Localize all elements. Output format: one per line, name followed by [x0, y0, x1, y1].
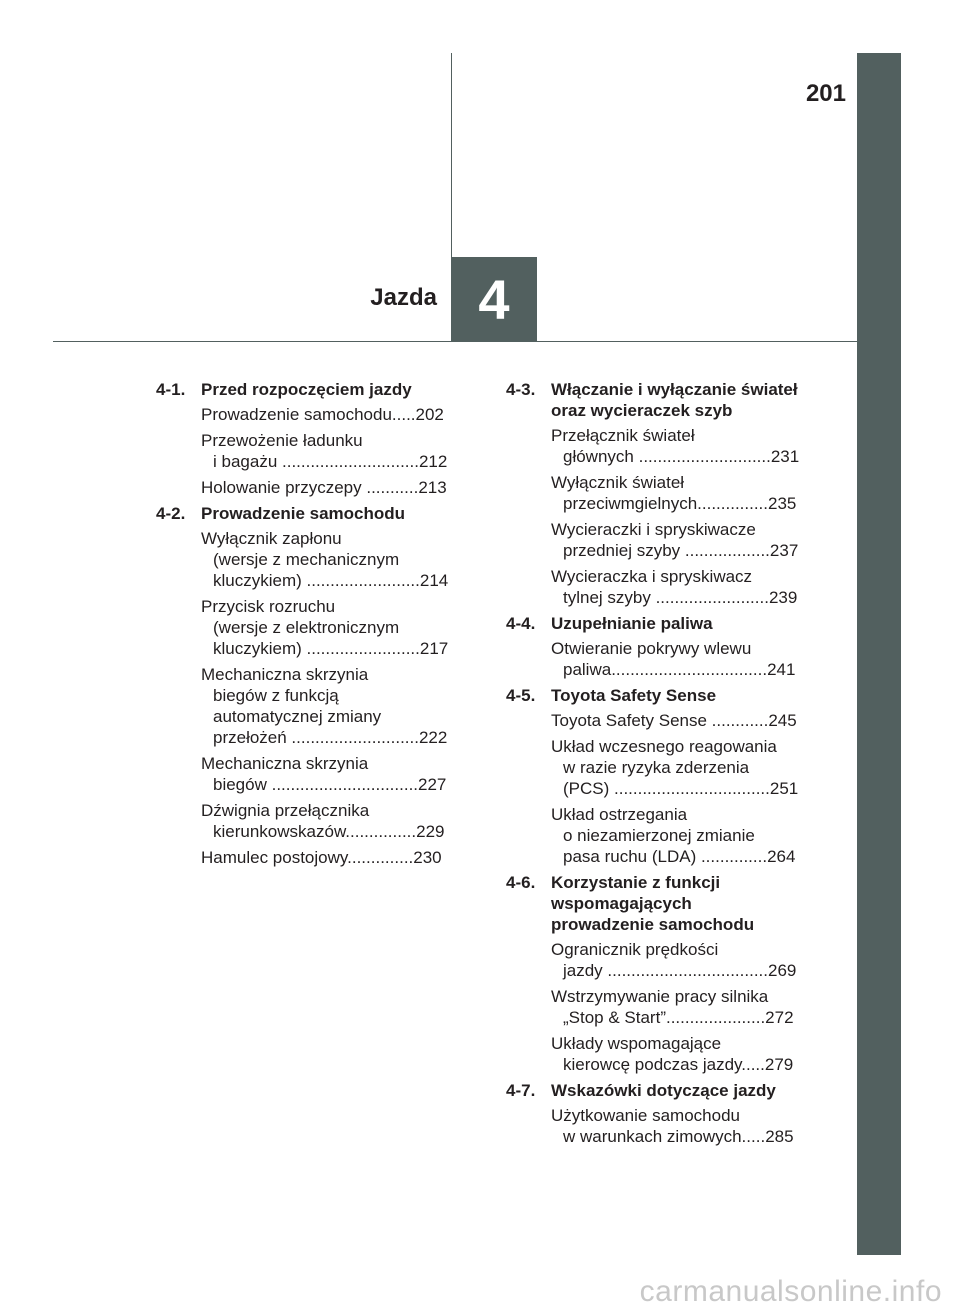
toc-entry[interactable] [551, 519, 824, 561]
toc-entry-text: Układy wspomagające kierowcę podczas jazdy..... [551, 1034, 765, 1074]
toc-entry[interactable] [551, 566, 824, 608]
toc-entry-page: 279 [764, 1055, 794, 1074]
toc-entry-text: Układ wczesnego reagowania w razie ryzyka zderzenia (PCS) ................................. [551, 737, 777, 798]
toc-entry-page: 222 [418, 728, 448, 747]
toc-section [506, 685, 824, 706]
toc-entry-text: Otwieranie pokrywy wlewu paliwa................................. [551, 639, 768, 679]
toc-entry[interactable] [201, 430, 474, 472]
toc-entry-text: Holowanie przyczepy ........... [201, 478, 419, 497]
toc-section [156, 379, 474, 400]
page-number: 201 [805, 80, 846, 107]
section-number: 4-4. [506, 614, 536, 633]
toc-entry-text: Dźwignia przełącznika kierunkowskazów............... [201, 801, 417, 841]
toc-section [506, 379, 824, 421]
section-number: 4-5. [506, 686, 536, 705]
section-number: 4-1. [156, 380, 186, 399]
toc-entry[interactable] [201, 528, 474, 591]
section-title: Korzystanie z funkcji wspomagających prowadzenie samochodu [551, 873, 755, 934]
toc-entry-page: 239 [768, 588, 798, 607]
toc-entry-page: 217 [419, 639, 449, 658]
toc-entry-text: Układ ostrzegania o niezamierzonej zmianie pasa ruchu (LDA) .............. [551, 805, 768, 866]
toc-section [506, 872, 824, 935]
toc-entry[interactable] [551, 472, 824, 514]
toc-entry-text: Toyota Safety Sense ............ [551, 711, 769, 730]
toc-entry[interactable] [201, 847, 474, 868]
toc-entry-page: 272 [765, 1008, 794, 1027]
toc-entry-text: Wycieraczki i spryskiwacze przedniej szyby .................. [551, 520, 770, 560]
toc-entry-text: Mechaniczna skrzynia biegów z funkcją automatycznej zmiany przełożeń ........................... [201, 665, 419, 747]
toc-entry[interactable] [551, 736, 824, 799]
toc-entry-page: 269 [768, 961, 797, 980]
toc-entry-page: 251 [769, 779, 799, 798]
toc-entry-text: Wyłącznik świateł przeciwmgielnych............... [551, 473, 769, 513]
toc-entry-page: 241 [767, 660, 796, 679]
toc-section [506, 1080, 824, 1101]
toc-entry[interactable] [201, 596, 474, 659]
toc-column-right [506, 379, 824, 1152]
chapter-side-tab [857, 53, 901, 1255]
toc-section [156, 503, 474, 524]
toc-entry-page: 202 [415, 405, 444, 424]
toc-entry[interactable] [201, 753, 474, 795]
toc-entry[interactable] [201, 404, 474, 425]
toc-entry-page: 213 [418, 478, 447, 497]
toc-entry[interactable] [551, 986, 824, 1028]
toc-entry-text: Mechaniczna skrzynia biegów ............................... [201, 754, 419, 794]
toc-entry[interactable] [201, 664, 474, 748]
toc-entry-page: 285 [765, 1127, 794, 1146]
toc-entry-page: 231 [770, 447, 800, 466]
toc-entry-text: Hamulec postojowy.............. [201, 848, 414, 867]
section-title: Toyota Safety Sense [551, 686, 717, 705]
toc-entry-text: Użytkowanie samochodu w warunkach zimowych..... [551, 1106, 766, 1146]
toc-entry-page: 245 [768, 711, 797, 730]
toc-entry-text: Przewożenie ładunku i bagażu ............................. [201, 431, 419, 471]
toc-entry-text: Prowadzenie samochodu..... [201, 405, 416, 424]
section-number: 4-6. [506, 873, 536, 892]
section-title: Prowadzenie samochodu [201, 504, 406, 523]
toc-entry-text: Wycieraczka i spryskiwacz tylnej szyby ........................ [551, 567, 769, 607]
toc-entry-page: 227 [418, 775, 447, 794]
section-number: 4-3. [506, 380, 536, 399]
section-title: Uzupełnianie paliwa [551, 614, 713, 633]
toc-section [506, 613, 824, 634]
section-number: 4-7. [506, 1081, 536, 1100]
toc-entry[interactable] [551, 939, 824, 981]
toc-entry-page: 214 [419, 571, 449, 590]
chapter-title: Jazda [370, 284, 437, 311]
toc-entry-page: 212 [418, 452, 448, 471]
toc-entry-text: Ogranicznik prędkości jazdy .................................. [551, 940, 768, 980]
toc-entry[interactable] [551, 710, 824, 731]
toc-entry-text: Przycisk rozruchu (wersje z elektronicznym kluczykiem) ........................ [201, 597, 420, 658]
toc-entry-page: 230 [413, 848, 442, 867]
toc-entry[interactable] [551, 425, 824, 467]
toc-entry-page: 237 [769, 541, 799, 560]
section-number: 4-2. [156, 504, 186, 523]
toc-entry[interactable] [551, 1105, 824, 1147]
toc-entry-text: Przełącznik świateł głównych ............................ [551, 426, 771, 466]
toc-entry-text: Wstrzymywanie pracy silnika „Stop & Start”..................... [551, 987, 769, 1027]
chapter-number-box: 4 [451, 257, 537, 342]
toc-entry-page: 229 [416, 822, 445, 841]
toc-entry-text: Wyłącznik zapłonu (wersje z mechanicznym kluczykiem) ........................ [201, 529, 420, 590]
toc-column-left [156, 379, 474, 873]
vertical-rule [451, 53, 452, 257]
toc-entry[interactable] [201, 477, 474, 498]
toc-entry[interactable] [551, 638, 824, 680]
toc-entry[interactable] [551, 804, 824, 867]
section-title: Włączanie i wyłączanie świateł oraz wycieraczek szyb [551, 380, 798, 420]
watermark: carmanualsonline.info [639, 1275, 942, 1308]
toc-entry[interactable] [551, 1033, 824, 1075]
toc-entry[interactable] [201, 800, 474, 842]
toc-entry-page: 235 [768, 494, 797, 513]
toc-entry-page: 264 [767, 847, 796, 866]
section-title: Wskazówki dotyczące jazdy [551, 1081, 776, 1100]
section-title: Przed rozpoczęciem jazdy [201, 380, 412, 399]
